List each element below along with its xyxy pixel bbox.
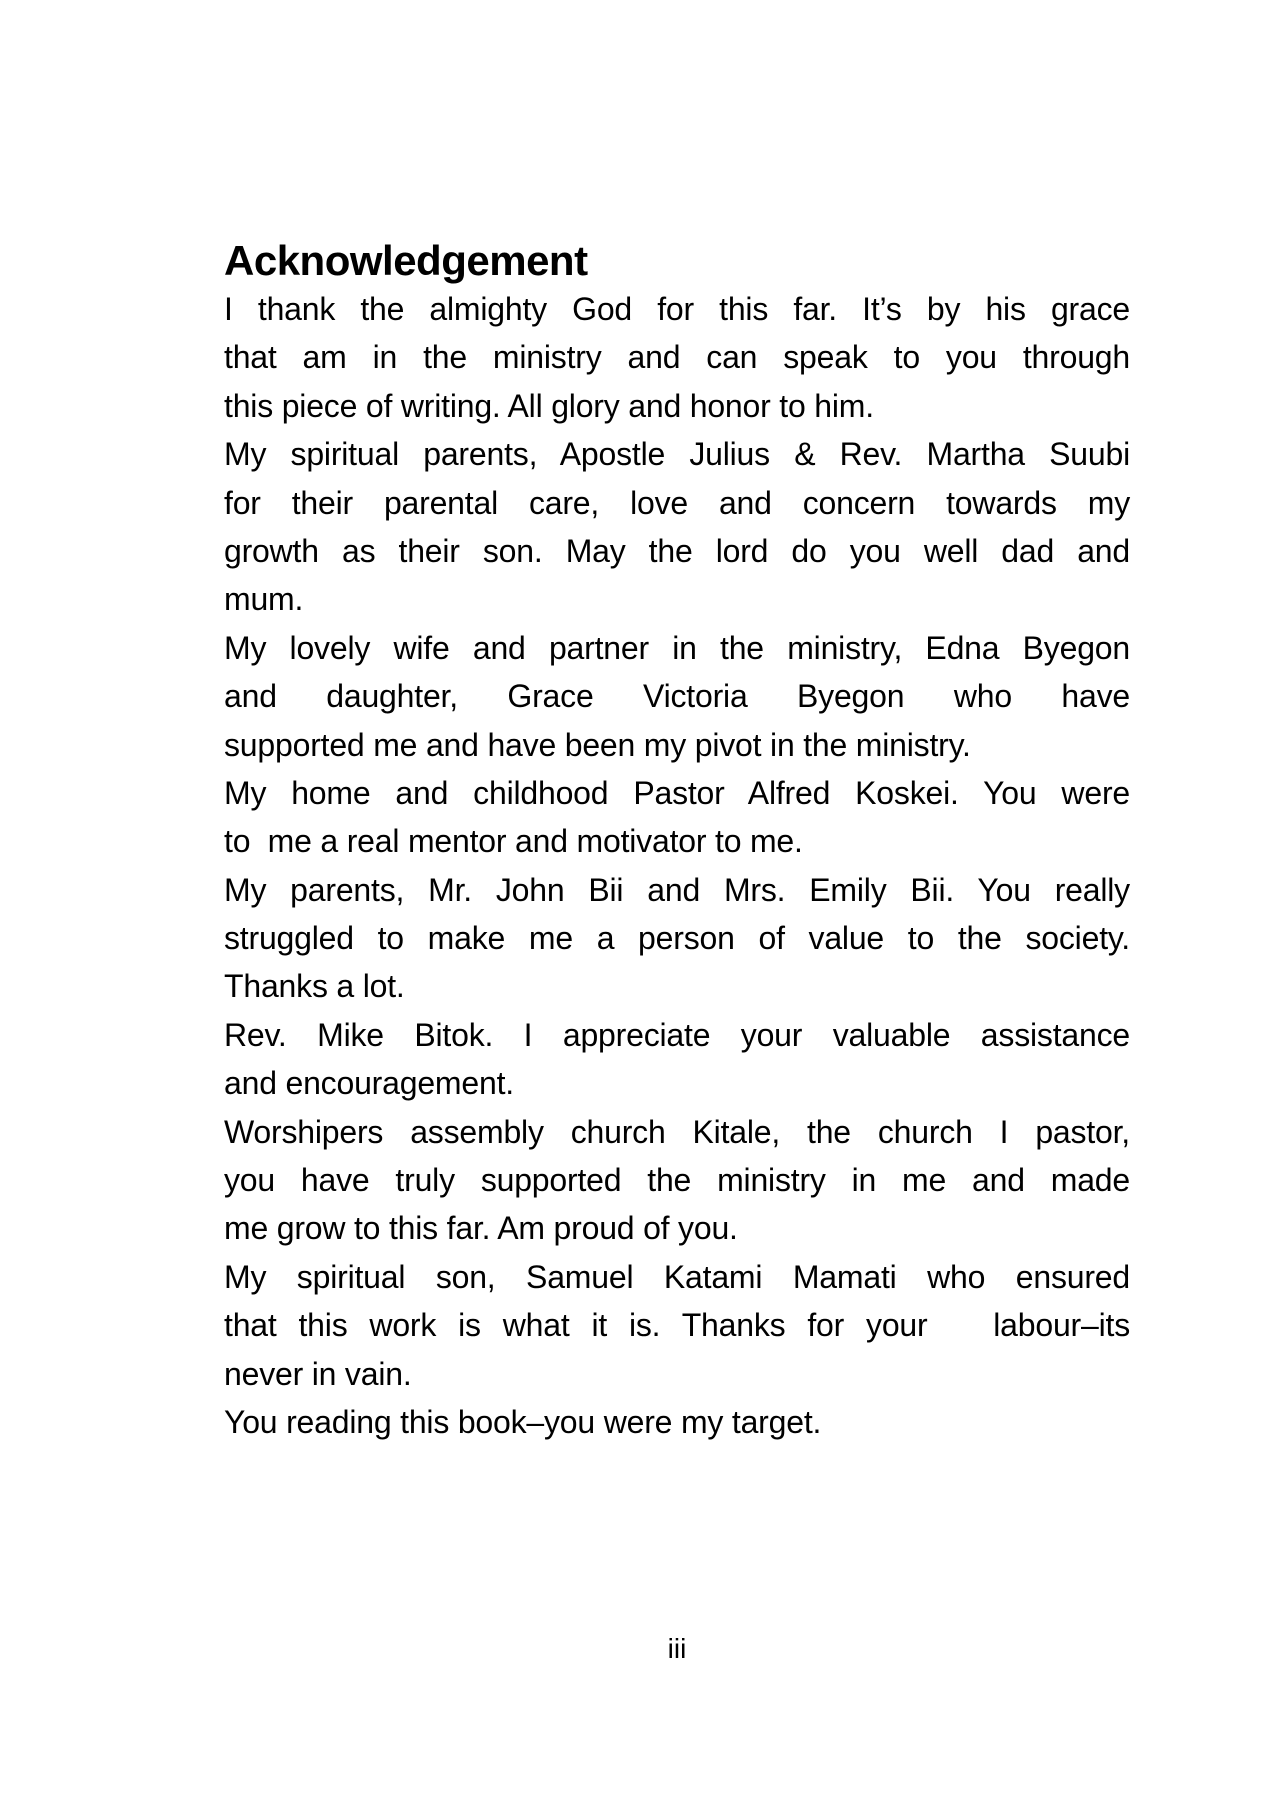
text-line: for their parental care, love and concern towards my — [224, 484, 1130, 521]
text-line: growth as their son. May the lord do you well dad and — [224, 532, 1130, 569]
text-line: that this work is what it is. Thanks for your labour–its — [224, 1307, 1130, 1344]
text-line: I thank the almighty God for this far. It’s by his grace — [224, 291, 1130, 327]
text-line: My spiritual son, Samuel Katami Mamati who ensured — [224, 1258, 1130, 1295]
paragraph — [224, 1011, 1130, 1108]
text-line: to me a real mentor and motivator to me. — [224, 823, 803, 860]
text-line: mum. — [224, 581, 304, 618]
text-line: Thanks a lot. — [224, 968, 405, 1005]
text-column — [224, 236, 1130, 1446]
text-line: me grow to this far. Am proud of you. — [224, 1210, 738, 1247]
paragraph — [224, 866, 1130, 1011]
text-line: Worshipers assembly church Kitale, the church I pastor, — [224, 1113, 1130, 1150]
text-line: supported me and have been my pivot in the ministry. — [224, 726, 971, 763]
text-line: Rev. Mike Bitok. I appreciate your valuable assistance — [224, 1016, 1130, 1053]
text-line: struggled to make me a person of value to the society. — [224, 920, 1130, 957]
text-line: never in vain. — [224, 1355, 412, 1392]
text-line: My home and childhood Pastor Alfred Koskei. You were — [224, 774, 1130, 811]
text-line: You reading this book–you were my target. — [224, 1403, 822, 1440]
text-line: My spiritual parents, Apostle Julius & Rev. Martha Suubi — [224, 436, 1130, 473]
text-line: and encouragement. — [224, 1065, 514, 1102]
text-line: My lovely wife and partner in the ministry, Edna Byegon — [224, 629, 1130, 666]
text-line: you have truly supported the ministry in me and made — [224, 1162, 1130, 1199]
paragraph — [224, 1253, 1130, 1398]
paragraph — [224, 1108, 1130, 1253]
text-line: this piece of writing. All glory and honor to him. — [224, 387, 874, 424]
page-title: Acknowledgement — [224, 237, 588, 284]
body-text — [224, 285, 1130, 1446]
paragraph — [224, 769, 1130, 866]
text-line: and daughter, Grace Victoria Byegon who have — [224, 678, 1130, 715]
text-line: that am in the ministry and can speak to you through — [224, 339, 1130, 376]
text-line: My parents, Mr. John Bii and Mrs. Emily Bii. You really — [224, 871, 1130, 908]
paragraph — [224, 430, 1130, 624]
page-number: iii — [667, 1633, 687, 1664]
paragraph — [224, 624, 1130, 769]
paragraph — [224, 1398, 1130, 1446]
paragraph — [224, 285, 1130, 430]
